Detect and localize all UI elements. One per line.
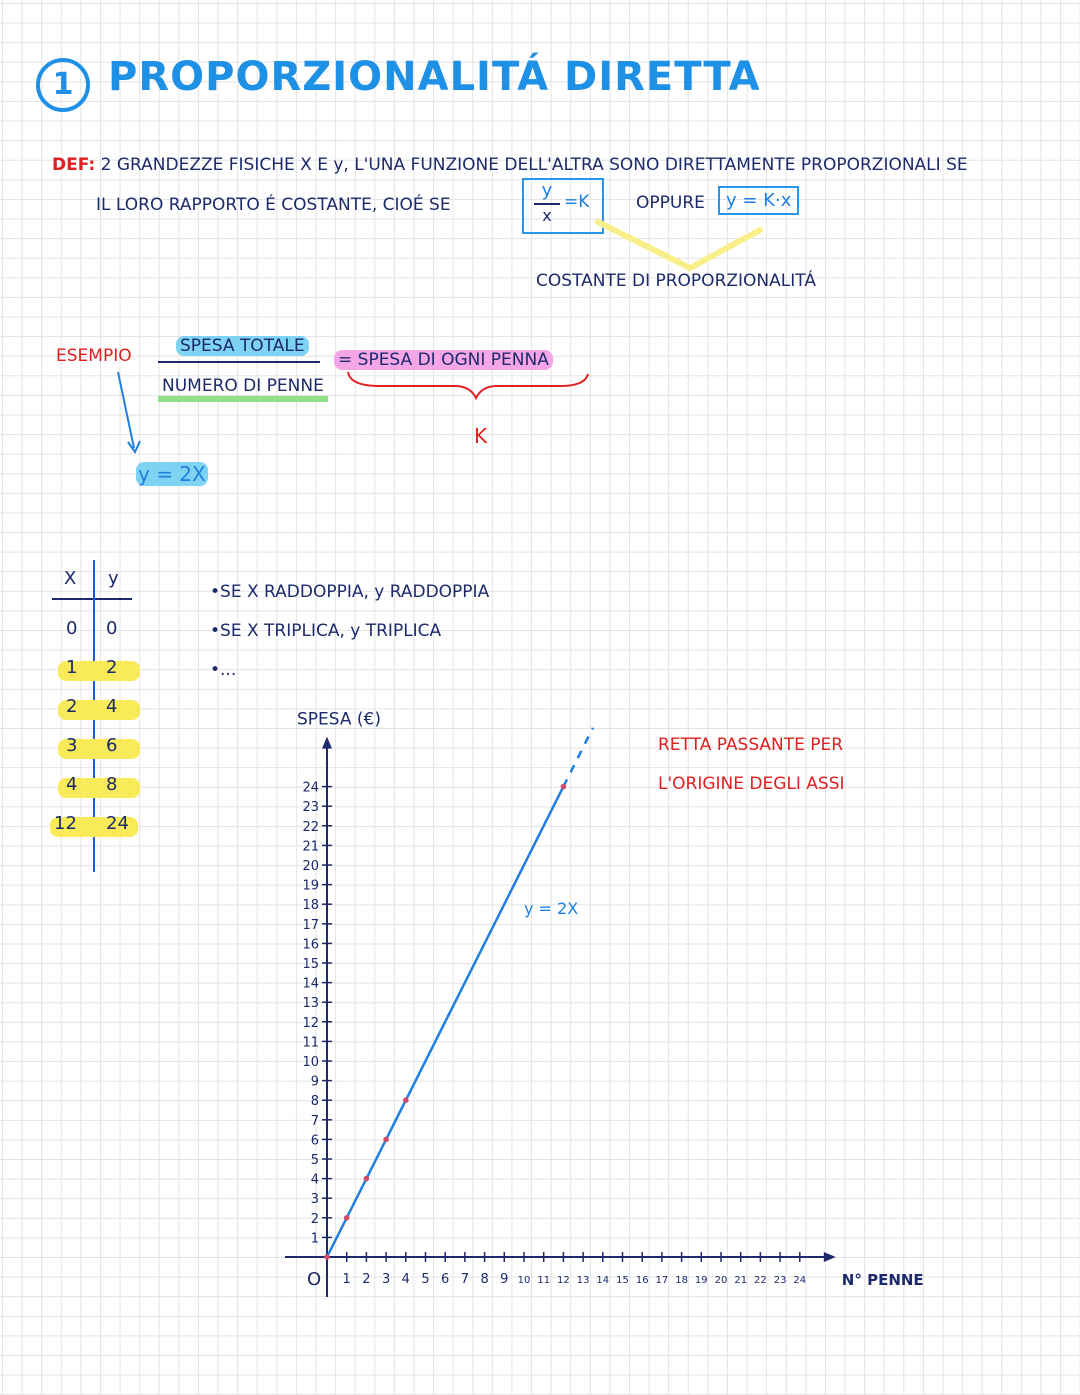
x-tick-label: 13 (576, 1275, 590, 1286)
bullet-ellipsis: •... (210, 660, 237, 680)
y-tick-label: 15 (302, 957, 319, 972)
x-tick-label: 2 (362, 1272, 371, 1287)
y-tick-label: 23 (302, 800, 319, 816)
table-cell-x: 0 (66, 618, 78, 639)
fraction-equals-k: =K (564, 192, 590, 212)
x-tick-label: 4 (401, 1272, 410, 1287)
y-tick-label: 9 (310, 1074, 319, 1090)
y-tick-label: 22 (302, 819, 319, 835)
y-axis-label: SPESA (€) (297, 709, 382, 730)
x-tick-label: 24 (793, 1275, 807, 1286)
fraction-numerator: y (541, 180, 553, 201)
x-tick-label: 15 (616, 1275, 629, 1286)
table-cell-y: 6 (106, 735, 118, 756)
y-tick-label: 8 (310, 1094, 319, 1110)
definition-text-1: 2 GRANDEZZE FISICHE X E y, L'UNA FUNZIONE DELL'ALTRA SONO DIRETTAMENTE PROPORZIONALI SE (100, 155, 968, 175)
data-point (344, 1215, 350, 1221)
y-tick-label: 19 (302, 878, 319, 894)
x-tick-label: 23 (773, 1275, 787, 1286)
fraction-denominator: x (542, 206, 552, 225)
example-label: ESEMPIO (56, 346, 132, 366)
x-tick-label: 21 (734, 1275, 748, 1286)
table-header-y: y (108, 568, 119, 589)
bullet-triples: •SE X TRIPLICA, y TRIPLICA (210, 621, 442, 641)
table-cell-y: 2 (106, 657, 118, 678)
series-line-extension (563, 728, 593, 787)
x-tick-label: 17 (655, 1275, 669, 1286)
x-tick-label: 3 (381, 1272, 391, 1287)
y-tick-label: 7 (310, 1113, 319, 1129)
example-denominator-text: NUMERO DI PENNE (158, 376, 328, 402)
constant-label: COSTANTE DI PROPORZIONALITÁ (536, 271, 816, 291)
data-point (364, 1176, 370, 1182)
note-line-1: RETTA PASSANTE PER (658, 735, 844, 755)
x-tick-label: 20 (714, 1275, 728, 1286)
definition-prefix: DEF: (52, 155, 96, 175)
y-tick-label: 20 (302, 859, 319, 874)
x-tick-label: 14 (596, 1275, 610, 1286)
line-label: y = 2X (524, 899, 579, 918)
table-cell-x: 12 (54, 813, 77, 834)
section-number-badge: 1 (36, 58, 90, 112)
example-equation-text: y = 2X (138, 462, 206, 486)
y-tick-label: 14 (302, 976, 319, 992)
y-tick-label: 13 (302, 996, 319, 1012)
y-tick-label: 3 (310, 1192, 319, 1208)
y-tick-label: 21 (302, 839, 319, 855)
brace-k-label: K (474, 424, 488, 448)
x-axis-arrow (824, 1252, 836, 1262)
y-tick-label: 6 (310, 1133, 319, 1149)
example-result-text: = SPESA DI OGNI PENNA (334, 350, 553, 370)
y-tick-label: 11 (302, 1035, 319, 1051)
y-tick-label: 5 (310, 1153, 319, 1168)
origin-label: O (307, 1269, 322, 1290)
table-cell-y: 4 (106, 696, 118, 717)
example-numerator-text: SPESA TOTALE (176, 336, 309, 356)
data-point (383, 1137, 389, 1143)
x-axis-label: N° PENNE (841, 1271, 924, 1289)
definition-line-2: IL LORO RAPPORTO É COSTANTE, CIOÉ SE (96, 195, 451, 215)
table-cell-y: 0 (106, 618, 118, 639)
y-tick-label: 2 (310, 1211, 319, 1227)
table-cell-y: 8 (106, 774, 118, 795)
table-cell-y: 24 (106, 813, 129, 834)
x-tick-label: 18 (675, 1275, 688, 1286)
y-tick-label: 17 (302, 917, 319, 933)
table-header-x: X (64, 568, 77, 589)
y-tick-label: 24 (302, 780, 319, 796)
series-line (327, 787, 563, 1257)
linear-formula-box: y = K·x (718, 186, 799, 215)
data-point (561, 784, 567, 790)
x-tick-label: 5 (421, 1272, 430, 1287)
x-tick-label: 16 (635, 1275, 649, 1286)
x-tick-label: 22 (754, 1275, 767, 1286)
y-tick-label: 12 (302, 1015, 319, 1031)
table-cell-x: 2 (66, 696, 78, 717)
y-tick-label: 10 (302, 1055, 319, 1070)
y-tick-label: 1 (310, 1231, 319, 1247)
table-cell-x: 3 (66, 735, 78, 756)
x-tick-label: 12 (557, 1275, 570, 1286)
table-cell-x: 4 (66, 774, 78, 795)
x-tick-label: 7 (460, 1272, 470, 1287)
x-tick-label: 11 (537, 1275, 551, 1286)
table-cell-x: 1 (66, 657, 78, 678)
x-tick-label: 19 (694, 1275, 708, 1286)
x-tick-label: 1 (342, 1272, 351, 1287)
data-point (324, 1254, 330, 1260)
bullet-doubles: •SE X RADDOPPIA, y RADDOPPIA (210, 582, 490, 602)
x-tick-label: 8 (480, 1272, 489, 1287)
page-title: PROPORZIONALITÁ DIRETTA (108, 54, 761, 100)
x-tick-label: 9 (500, 1272, 509, 1287)
note-line-2: L'ORIGINE DEGLI ASSI (658, 774, 845, 794)
x-tick-label: 10 (517, 1275, 531, 1286)
y-axis-arrow (322, 737, 332, 749)
y-tick-label: 18 (302, 898, 319, 914)
data-point (403, 1097, 409, 1103)
y-tick-label: 16 (302, 937, 319, 953)
x-tick-label: 6 (441, 1272, 450, 1287)
oppure-label: OPPURE (636, 193, 705, 213)
y-tick-label: 4 (310, 1172, 319, 1188)
